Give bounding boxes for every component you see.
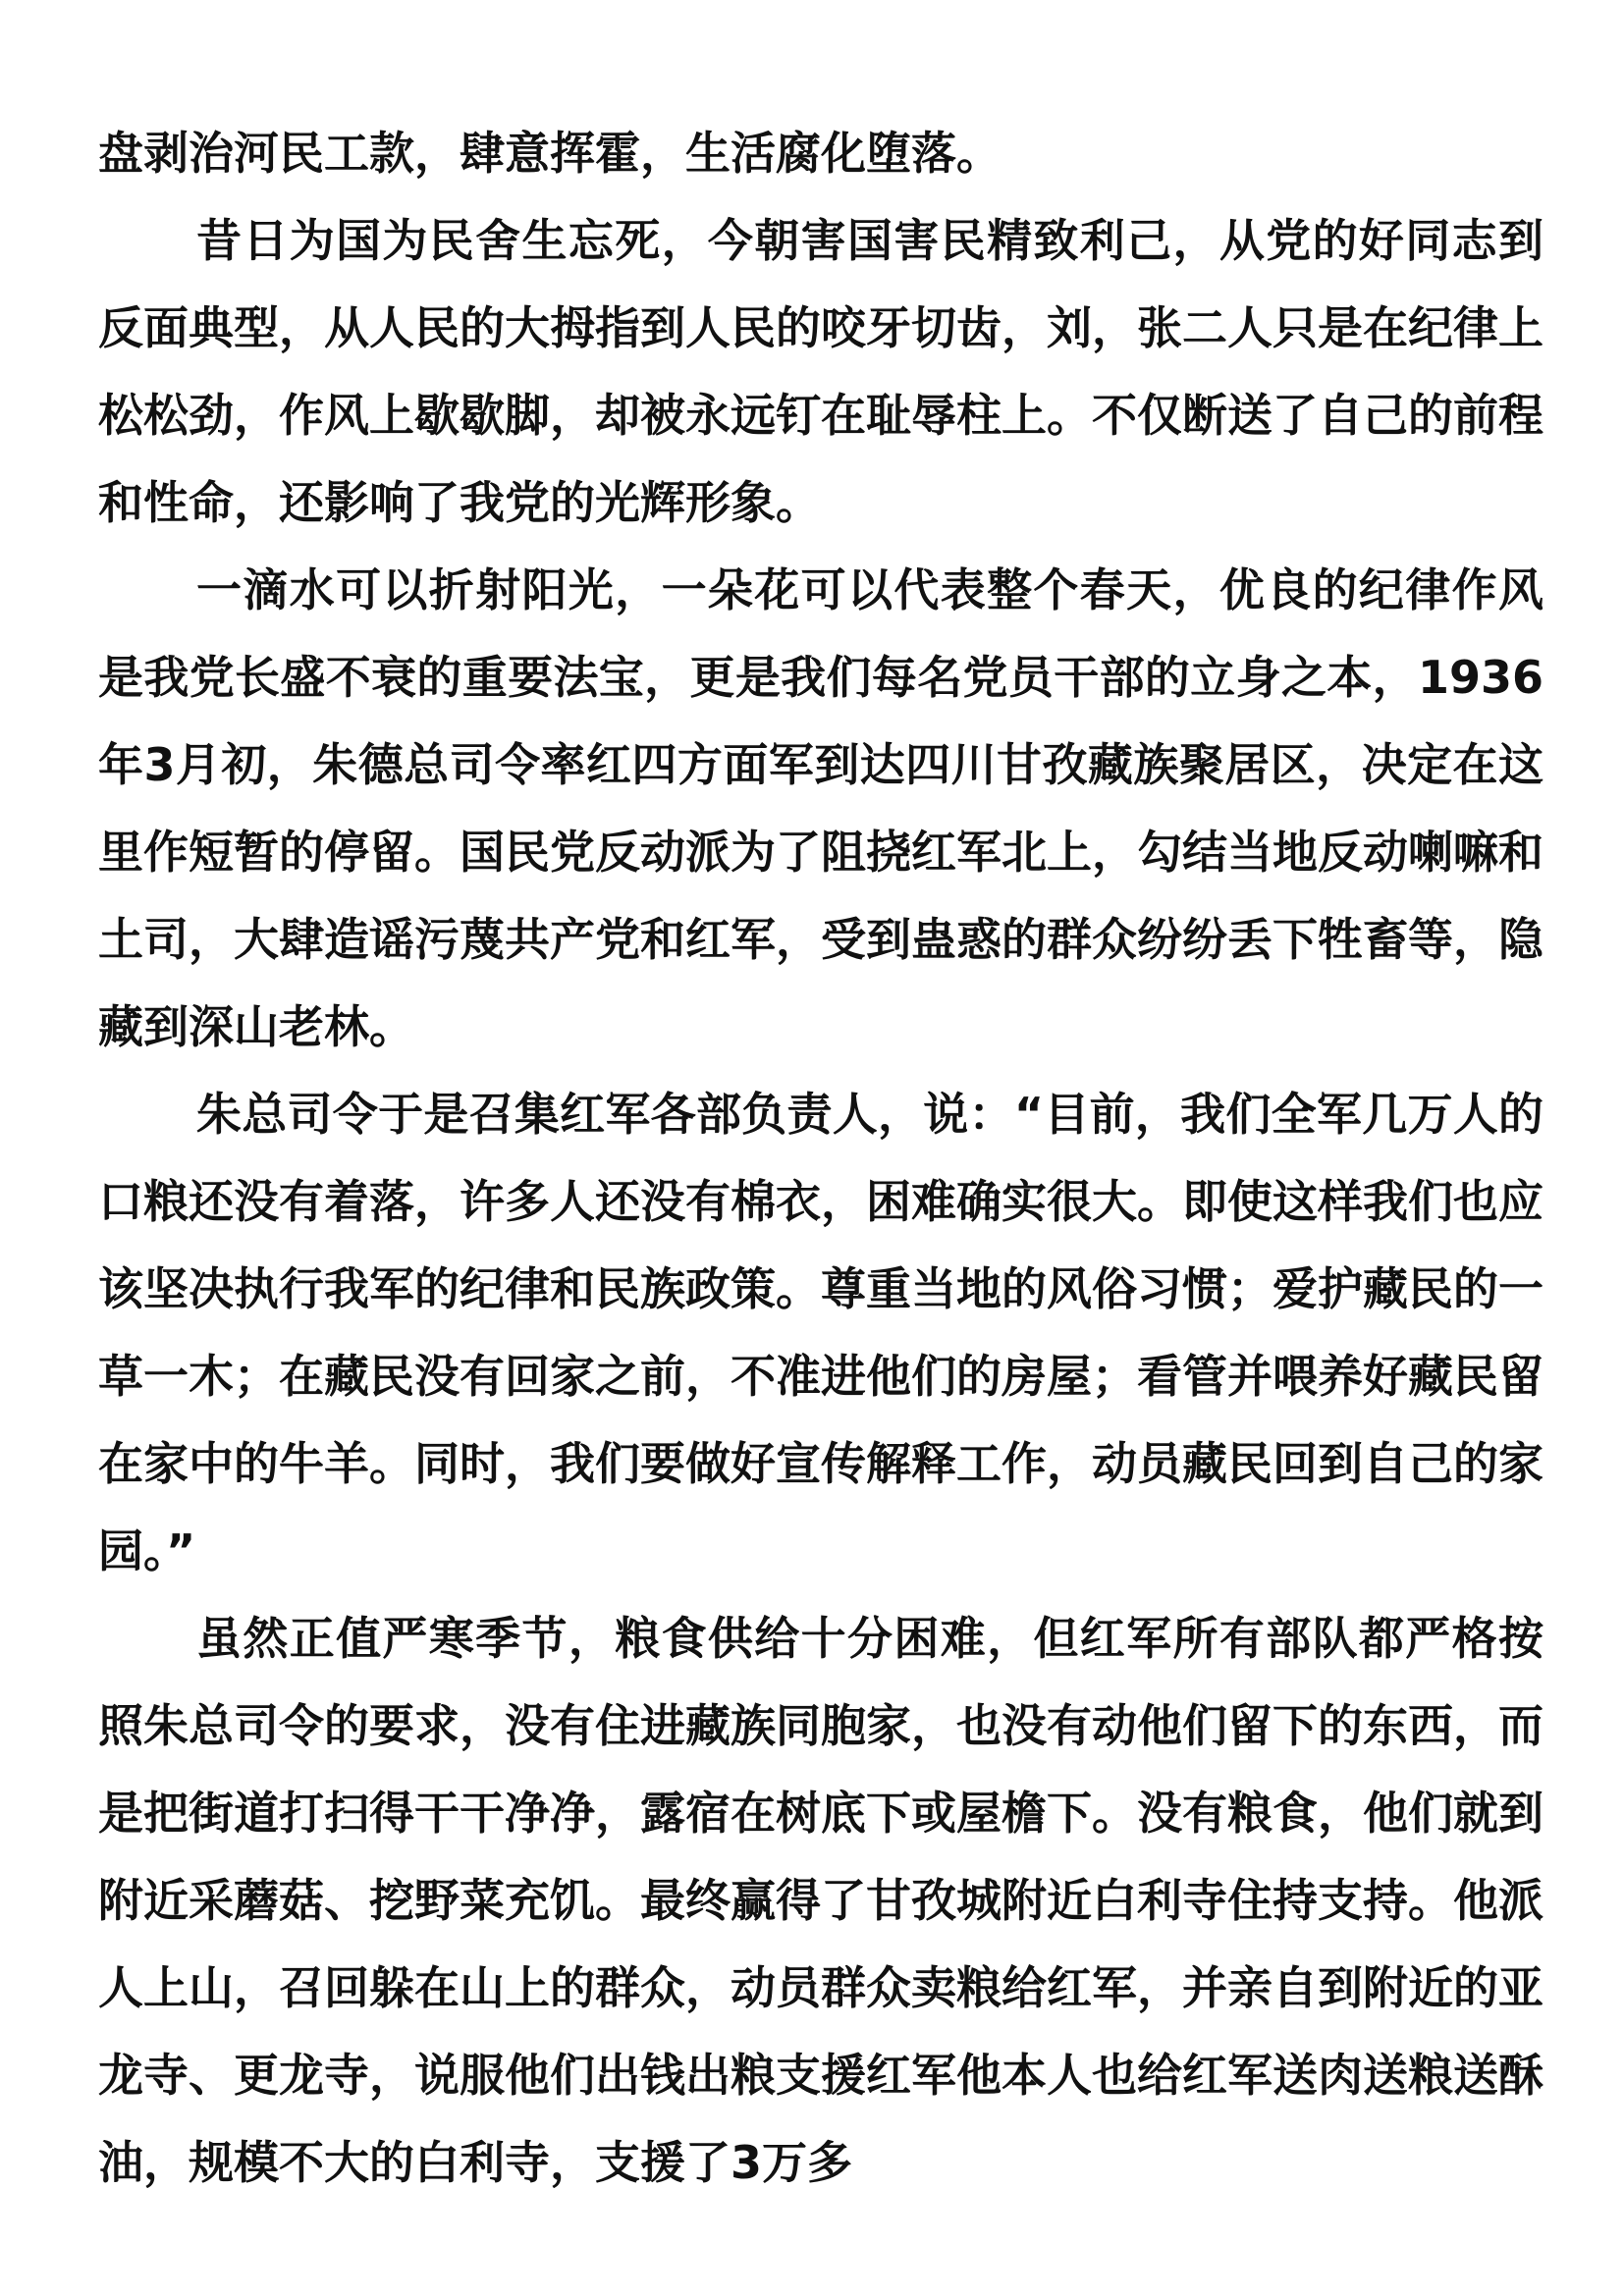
paragraph-baili-temple: 虽然正值严寒季节，粮食供给十分困难，但红军所有部队都严格按照朱总司令的要求，没有住进藏族同胞家，也没有动他们留下的东西，而是把街道打扫得干干净净，露宿在树底下或屋檐下。没有粮食，他们就到附近采蘑菇、挖野菜充饥。最终赢得了甘孜城附近白利寺住持支持。他派人上山，召回躲在山上的群众，动员群众卖粮给红军，并亲自到附近的亚龙寺、更龙寺，说服他们出钱出粮支援红军他本人也给红军送肉送粮送酥油，规模不大的白利寺，支援了3万多: [98, 1612, 1543, 2189]
paragraph-continuation: 盘剥治河民工款，肆意挥霍，生活腐化堕落。: [98, 127, 1001, 180]
paragraph-zhu-de-speech: 朱总司令于是召集红军各部负责人，说：“目前，我们全军几万人的口粮还没有着落，许多人还没有棉衣，困难确实很大。即使这样我们也应该坚决执行我军的纪律和民族政策。尊重当地的风俗习惯；爱护藏民的一草一木；在藏民没有回家之前，不准进他们的房屋；看管并喂养好藏民留在家中的牛羊。同时，我们要做好宣传解释工作，动员藏民回到自己的家园。”: [98, 1088, 1543, 1577]
paragraph-discipline: 一滴水可以折射阳光，一朵花可以代表整个春天，优良的纪律作风是我党长盛不衰的重要法宝，更是我们每名党员干部的立身之本，1936年3月初，朱德总司令率红四方面军到达四川甘孜藏族聚居区，决定在这里作短暂的停留。国民党反动派为了阻挠红军北上，勾结当地反动喇嘛和土司，大肆造谣污蔑共产党和红军，受到蛊惑的群众纷纷丢下牲畜等，隐藏到深山老林。: [98, 563, 1543, 1053]
paragraph-comparison: 昔日为国为民舍生忘死，今朝害国害民精致利己，从党的好同志到反面典型，从人民的大拇指到人民的咬牙切齿，刘，张二人只是在纪律上松松劲，作风上歇歇脚，却被永远钉在耻辱柱上。不仅断送了自己的前程和性命，还影响了我党的光辉形象。: [98, 214, 1543, 529]
document-page: [98, 110, 1543, 2207]
